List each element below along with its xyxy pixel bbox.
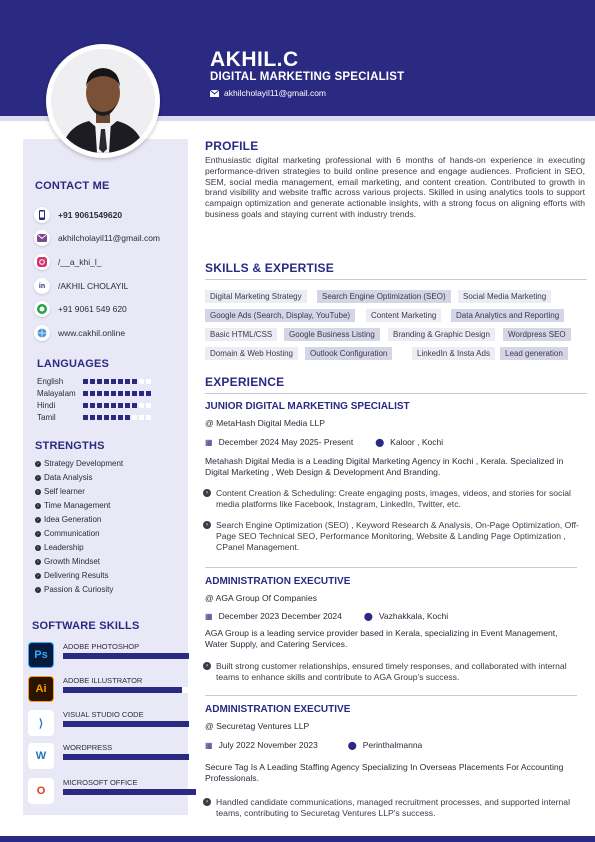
level-dot (146, 415, 151, 420)
level-dot (118, 403, 123, 408)
whatsapp-icon (34, 301, 50, 317)
mail-icon (210, 90, 219, 97)
calendar-icon: ▦ (205, 611, 213, 621)
software-skill (28, 710, 178, 742)
job-bullet (203, 661, 581, 683)
level-dot (118, 391, 123, 396)
strength-item (35, 473, 92, 482)
language-row (37, 401, 147, 412)
level-dot (83, 403, 88, 408)
contact-heading: CONTACT ME (35, 180, 110, 192)
level-dot (90, 415, 95, 420)
strength-label: Strategy Development (44, 459, 124, 468)
level-dot (97, 415, 102, 420)
skill-chip: Content Marketing (366, 309, 441, 322)
strength-label: Growth Mindset (44, 557, 101, 566)
level-dot (125, 379, 130, 384)
instagram-icon (34, 254, 50, 270)
skill-chip: Outlook Configuration (305, 347, 392, 360)
job-company: @ AGA Group Of Companies (205, 593, 317, 603)
strength-label: Idea Generation (44, 515, 102, 524)
level-dot (111, 391, 116, 396)
skill-chip: Branding & Graphic Design (388, 328, 495, 341)
bullet-arrow-icon: › (35, 503, 41, 509)
contact-phone-text: +91 9061549620 (58, 210, 123, 220)
office-icon: O (28, 778, 54, 804)
contact-website-text: www.cakhil.online (58, 328, 126, 338)
job-location: Perinthalmanna (362, 740, 423, 750)
level-dot (97, 403, 102, 408)
bullet-arrow-icon: › (203, 521, 211, 529)
language-name: Hindi (37, 401, 56, 410)
language-row (37, 377, 147, 388)
header-email[interactable] (210, 88, 326, 98)
software-name: ADOBE PHOTOSHOP (63, 642, 140, 651)
job-description: AGA Group is a leading service provider based in Kerala, specializing in Event Management, Water Supply, and Catering Services. (205, 628, 558, 649)
software-level-bar (63, 721, 203, 727)
language-name: English (37, 377, 64, 386)
job-company: @ Securetag Ventures LLP (205, 721, 310, 731)
level-dot (125, 415, 130, 420)
skill-chip: LinkedIn & Insta Ads (412, 347, 495, 360)
strength-label: Self learner (44, 487, 85, 496)
skill-chip: Digital Marketing Strategy (205, 290, 307, 303)
job-bullet-text: Search Engine Optimization (SEO) , Keyword Research & Analysis, On-Page Optimization, Off-Page SEO Technical SEO, Performance Monitoring, Website & Landing Page Optimization , CPanel Management. (216, 520, 579, 552)
strength-label: Data Analysis (44, 473, 93, 482)
level-dot (118, 415, 123, 420)
software-skill (28, 642, 178, 674)
globe-icon (34, 325, 50, 341)
bullet-arrow-icon: › (35, 517, 41, 523)
contact-instagram[interactable] (34, 254, 101, 270)
software-name: WORDPRESS (63, 743, 113, 752)
experience-heading: EXPERIENCE (205, 375, 285, 389)
strength-label: Leadership (44, 543, 84, 552)
strength-item (35, 529, 100, 538)
skills-heading: SKILLS & EXPERTISE (205, 261, 334, 275)
strengths-heading: STRENGTHS (35, 440, 105, 452)
job-bullet-text: Content Creation & Scheduling: Create engaging posts, images, videos, and stories for social media platforms like Facebook, Instagram, LinkedIn, Twitter, etc. (216, 488, 571, 509)
strength-label: Communication (44, 529, 100, 538)
job-location: Vazhakkala, Kochi (378, 611, 449, 621)
profile-photo (51, 49, 155, 153)
level-dot (132, 415, 137, 420)
software-skill (28, 778, 178, 810)
software-level-bar (63, 653, 203, 659)
strength-item (35, 501, 110, 510)
level-dot (139, 403, 144, 408)
job-dates: July 2022 November 2023 (218, 740, 318, 750)
language-level (83, 379, 151, 384)
linkedin-icon: in (34, 278, 50, 294)
strength-label: Time Management (44, 501, 111, 510)
software-level-fill (63, 789, 196, 795)
job-bullet (203, 488, 581, 510)
mail-icon (34, 230, 50, 246)
skills-divider (205, 279, 587, 280)
software-name: MICROSOFT OFFICE (63, 778, 138, 787)
bullet-arrow-icon: › (35, 587, 41, 593)
strength-label: Passion & Curiosity (44, 585, 114, 594)
software-level-fill (63, 687, 182, 693)
skill-chip: Google Ads (Search, Display, YouTube) (205, 309, 355, 322)
strength-item (35, 515, 101, 524)
job-description: Metahash Digital Media is a Leading Digital Marketing Agency in Kochi , Kerala. Specialized in Digital Marketing , Web Design & Development And Branding. (205, 456, 564, 477)
language-name: Tamil (37, 413, 56, 422)
strength-item (35, 585, 113, 594)
level-dot (111, 379, 116, 384)
software-name: VISUAL STUDIO CODE (63, 710, 144, 719)
language-level (83, 415, 151, 420)
bullet-arrow-icon: › (35, 559, 41, 565)
calendar-icon: ▦ (205, 740, 213, 750)
languages-heading: LANGUAGES (37, 358, 110, 370)
job-dates: December 2023 December 2024 (218, 611, 342, 621)
strength-item (35, 459, 123, 468)
experience-divider (205, 393, 587, 394)
job-divider (205, 567, 577, 568)
level-dot (125, 403, 130, 408)
bullet-arrow-icon: › (35, 573, 41, 579)
candidate-title: DIGITAL MARKETING SPECIALIST (210, 71, 405, 83)
software-level-fill (63, 754, 189, 760)
level-dot (146, 379, 151, 384)
language-name: Malayalam (37, 389, 76, 398)
job-bullet-text: Handled candidate communications, managed recruitment processes, and supported internal teams, contributing to Securetag Ventures LLP's success. (216, 797, 570, 818)
level-dot (90, 379, 95, 384)
language-level (83, 391, 151, 396)
job-title: JUNIOR DIGITAL MARKETING SPECIALIST (205, 401, 410, 412)
level-dot (104, 379, 109, 384)
job-title: ADMINISTRATION EXECUTIVE (205, 576, 351, 587)
footer-band (0, 836, 595, 842)
location-pin-icon: ⬤ (375, 437, 385, 447)
job-dates: December 2024 May 2025- Present (218, 437, 354, 447)
level-dot (111, 415, 116, 420)
job-meta (205, 740, 422, 750)
strength-item (35, 543, 84, 552)
contact-phone[interactable] (34, 207, 122, 223)
contact-whatsapp[interactable] (34, 301, 127, 317)
level-dot (139, 379, 144, 384)
level-dot (97, 379, 102, 384)
job-meta (205, 611, 448, 621)
level-dot (125, 391, 130, 396)
language-row (37, 413, 147, 424)
software-level-fill (63, 721, 189, 727)
software-level-bar (63, 789, 203, 795)
phone-icon (34, 207, 50, 223)
skill-chip: Google Business Listing (284, 328, 380, 341)
job-location: Kaloor , Kochi (390, 437, 444, 447)
bullet-arrow-icon: › (35, 489, 41, 495)
strength-item (35, 571, 108, 580)
level-dot (83, 391, 88, 396)
software-level-bar (63, 687, 203, 693)
software-level-fill (63, 653, 189, 659)
profile-heading: PROFILE (205, 139, 259, 153)
header-email-text: akhilcholayil11@gmail.com (224, 88, 327, 98)
software-level-bar (63, 754, 203, 760)
bullet-arrow-icon: › (35, 545, 41, 551)
photoshop-icon: Ps (28, 642, 54, 668)
skill-chip: Wordpress SEO (503, 328, 571, 341)
language-level (83, 403, 151, 408)
skill-chip: Data Analytics and Reporting (451, 309, 564, 322)
level-dot (90, 403, 95, 408)
level-dot (97, 391, 102, 396)
level-dot (104, 415, 109, 420)
level-dot (132, 391, 137, 396)
strength-item (35, 557, 100, 566)
level-dot (139, 415, 144, 420)
level-dot (118, 379, 123, 384)
job-bullet (203, 520, 581, 552)
bullet-arrow-icon: › (35, 461, 41, 467)
level-dot (132, 403, 137, 408)
bullet-arrow-icon: › (203, 489, 211, 497)
software-skill (28, 676, 178, 708)
skill-chip: Lead generation (500, 347, 568, 360)
strength-item (35, 487, 85, 496)
level-dot (139, 391, 144, 396)
contact-email-text: akhilcholayil11@gmail.com (58, 233, 161, 243)
level-dot (104, 391, 109, 396)
vscode-icon: ⟩ (28, 710, 54, 736)
contact-email[interactable] (34, 230, 160, 246)
software-heading: SOFTWARE SKILLS (32, 620, 140, 632)
job-divider (205, 695, 577, 696)
profile-text: Enthusiastic digital marketing professional with 6 months of hands-on experience in executing performance-driven strategies to build online presence and engage audiences. Proficient in SEO, SEM, social media management, email marketing, and content creation. Contributed to growth in brand visibility and website traffic across various projects. Skilled in using analytics tools to support campaign optimization and generate actionable insights, with a strong focus on aligning efforts with business goals and staying current with industry trends. (205, 155, 585, 219)
level-dot (83, 415, 88, 420)
bullet-arrow-icon: › (203, 798, 211, 806)
level-dot (146, 403, 151, 408)
candidate-name: AKHIL.C (210, 48, 299, 71)
level-dot (90, 391, 95, 396)
contact-whatsapp-text: +91 9061 549 620 (58, 304, 127, 314)
skill-chip: Search Engine Optimization (SEO) (317, 290, 451, 303)
job-meta (205, 437, 443, 447)
strength-label: Delivering Results (44, 571, 109, 580)
contact-linkedin-text: /AKHIL CHOLAYIL (58, 281, 129, 291)
contact-website[interactable] (34, 325, 125, 341)
bullet-arrow-icon: › (203, 662, 211, 670)
job-description: Secure Tag Is A Leading Staffing Agency Specializing In Overseas Placements For Accounting Professionals. (205, 762, 564, 783)
level-dot (146, 391, 151, 396)
level-dot (104, 403, 109, 408)
language-row (37, 389, 147, 400)
software-skill (28, 743, 178, 775)
contact-instagram-text: /__a_khi_l_ (58, 257, 102, 267)
level-dot (83, 379, 88, 384)
level-dot (132, 379, 137, 384)
software-name: ADOBE ILLUSTRATOR (63, 676, 143, 685)
skill-chip: Basic HTML/CSS (205, 328, 277, 341)
bullet-arrow-icon: › (35, 475, 41, 481)
skill-chip: Domain & Web Hosting (205, 347, 298, 360)
wordpress-icon: W (28, 743, 54, 769)
job-title: ADMINISTRATION EXECUTIVE (205, 704, 351, 715)
skill-chip: Social Media Marketing (458, 290, 551, 303)
job-bullet-text: Built strong customer relationships, ensured timely responses, and collaborated with internal teams to enhance skills and contribute to AGA Group's success. (216, 661, 567, 682)
level-dot (111, 403, 116, 408)
job-bullet (203, 797, 581, 819)
bullet-arrow-icon: › (35, 531, 41, 537)
illustrator-icon: Ai (28, 676, 54, 702)
calendar-icon: ▦ (205, 437, 213, 447)
job-company: @ MetaHash Digital Media LLP (205, 418, 326, 428)
contact-linkedin[interactable] (34, 278, 128, 294)
location-pin-icon: ⬤ (347, 740, 357, 750)
location-pin-icon: ⬤ (363, 611, 373, 621)
